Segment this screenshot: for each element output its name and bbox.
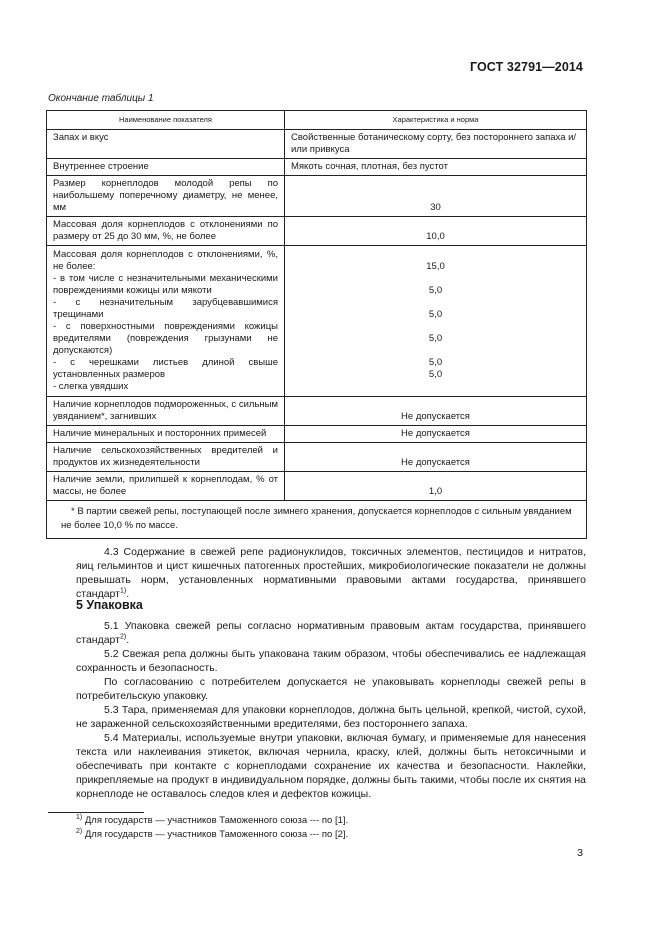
footnote-ref-1: 1): [119, 587, 127, 595]
row-value: 10,0: [285, 217, 587, 246]
table-caption: Окончание таблицы 1: [48, 93, 154, 104]
row-name: - с черешками листьев длиной свыше установленных размеров: [53, 357, 278, 380]
row-value: 30: [285, 176, 587, 217]
row-name: Наличие минеральных и посторонних примесей: [47, 426, 285, 443]
row-name: - с незначительным зарубцевавшимися трещинами: [53, 297, 278, 320]
footnote-mark: 2): [76, 827, 83, 835]
row-value: 5,0: [428, 369, 443, 380]
table-row: [47, 176, 587, 217]
paragraph-5-4: 5.4 Материалы, используемые внутри упаковки, включая бумагу, и применяемые для нанесения текста или наклеивания этикеток, включая чернила, краску, клей, должны быть нетоксичными и обеспечивать при контакте с корнеплодами сохранение их качества и безопасности. Наклейки, прикрепляемые на продукт в индивидуальном порядке, должны быть такими, чтобы после их снятия на корнеплоде не оставалось следов клея и дефектов кожицы.: [76, 732, 586, 800]
row-name: Наличие земли, прилипшей к корнеплодам, % от массы, не более: [47, 472, 285, 501]
section-5-body: 5.1 Упаковка свежей репы согласно нормативным правовым актам государства, принявшего стандарт$^{2)}$. 5.2 Свежая репа должны быть упакована таким образом, чтобы обеспечивались ее надлежащая сохранность и безопасность. По согласованию с потребителем допускается не упаковывать корнеплоды свежей репы в потребительскую упаковку. 5.3 Тара, применяемая для упаковки корнеплодов, должна быть цельной, крепкой, чистой, сухой, не зараженной сельскохозяйственными вредителями, без постороннего запаха. 5.4 Материалы, используемые внутри упаковки, включая бумагу, и применяемые для нанесения текста или наклеивания этикеток, включая чернила, краску, клей, должны быть нетоксичными и обеспечивать при контакте с корнеплодами сохранение их качества и безопасности. Наклейки, прикрепляемые на продукт в индивидуальном порядке, должны быть такими, чтобы после их снятия на корнеплоде не оставалось следов клея и дефектов кожицы.: [76, 620, 586, 800]
row-value: 1,0: [285, 472, 587, 501]
row-name-list: [47, 246, 285, 397]
row-value-list: [285, 246, 587, 397]
footnote-text: Для государств — участников Таможенного союза --- по [2].: [84, 829, 349, 840]
table-row: [47, 130, 587, 159]
row-name: Размер корнеплодов молодой репы по наибольшему поперечному диаметру, не менее, мм: [47, 176, 285, 217]
page-number: 3: [577, 847, 583, 859]
table-footnote: * В партии свежей репы, поступающей после зимнего хранения, допускается корнеплодов с сильным увяданием не более 10,0 % по массе.: [47, 501, 587, 539]
row-value: 5,0: [428, 333, 443, 344]
row-value: Не допускается: [285, 443, 587, 472]
row-name: - в том числе с незначительными механическими повреждениями кожицы или мякоти: [53, 273, 278, 296]
requirements-table: [46, 110, 587, 539]
table-row: [47, 472, 587, 501]
paragraph-5-1: 5.1 Упаковка свежей репы согласно нормативным правовым актам государства, принявшего стандарт: [76, 620, 586, 646]
row-value: 15,0: [426, 261, 445, 272]
row-value: Не допускается: [285, 397, 587, 426]
paragraph-5-2b: По согласованию с потребителем допускается не упаковывать корнеплоды свежей репы в потребительскую упаковку.: [76, 676, 586, 702]
row-value: 5,0: [428, 309, 443, 320]
table-row: [47, 443, 587, 472]
table-row: [47, 397, 587, 426]
row-value: 5,0: [428, 285, 443, 296]
footnote-2: [76, 829, 348, 840]
table-header-row: [47, 111, 587, 130]
paragraph-5-2: 5.2 Свежая репа должны быть упакована таким образом, чтобы обеспечивались ее надлежащая сохранность и безопасность.: [76, 648, 586, 674]
document-id-header: ГОСТ 32791—2014: [469, 60, 583, 74]
table-row: [47, 217, 587, 246]
footnote-mark: 1): [76, 813, 83, 821]
row-value: 5,0: [428, 357, 443, 368]
table-row-deviations: [47, 246, 587, 397]
footnote-1: [76, 815, 348, 826]
footnote-divider: [48, 812, 144, 813]
row-value: Мякоть сочная, плотная, без пустот: [285, 159, 587, 176]
paragraph-5-3: 5.3 Тара, применяемая для упаковки корнеплодов, должна быть цельной, крепкой, чистой, сухой, не зараженной сельскохозяйственными вредителями, без постороннего запаха.: [76, 704, 586, 730]
row-name: Массовая доля корнеплодов с отклонениями по размеру от 25 до 30 мм, %, не более: [47, 217, 285, 246]
paragraph-4-3: 4.3 Содержание в свежей репе радионуклидов, токсичных элементов, пестицидов и нитратов, яиц гельминтов и цист кишечных патогенных простейших, микробиологические показатели не должны превышать норм, установленных нормативными правовыми актами государства, принявшего стандарт: [76, 546, 586, 600]
row-name: - слегка увядших: [53, 381, 129, 392]
row-name: Наличие сельскохозяйственных вредителей и продуктов их жизнедеятельности: [47, 443, 285, 472]
section-5-title: 5 Упаковка: [76, 598, 143, 612]
footnote-ref-2: 2): [119, 633, 127, 641]
section-4-3: 4.3 Содержание в свежей репе радионуклидов, токсичных элементов, пестицидов и нитратов, яиц гельминтов и цист кишечных патогенных простейших, микробиологические показатели не должны превышать норм, установленных нормативными правовыми актами государства, принявшего стандарт$^{1)}$.: [76, 546, 586, 600]
row-name: Запах и вкус: [47, 130, 285, 159]
table-row: [47, 159, 587, 176]
column-header-indicator: Наименование показателя: [47, 111, 285, 130]
table-note-row: [47, 501, 587, 539]
table-row: [47, 426, 587, 443]
column-header-norm: Характеристика и норма: [285, 111, 587, 130]
row-name: Наличие корнеплодов подмороженных, с сильным увяданием*, загнивших: [47, 397, 285, 426]
row-name: Массовая доля корнеплодов с отклонениями, %, не более:: [53, 249, 278, 272]
row-name: - с поверхностными повреждениями кожицы вредителями (повреждения грызунами не допускаются): [53, 321, 278, 356]
footnote-text: Для государств — участников Таможенного союза --- по [1].: [84, 815, 349, 826]
row-value: Свойственные ботаническому сорту, без постороннего запаха и/или привкуса: [285, 130, 587, 159]
row-name: Внутреннее строение: [47, 159, 285, 176]
row-value: Не допускается: [285, 426, 587, 443]
